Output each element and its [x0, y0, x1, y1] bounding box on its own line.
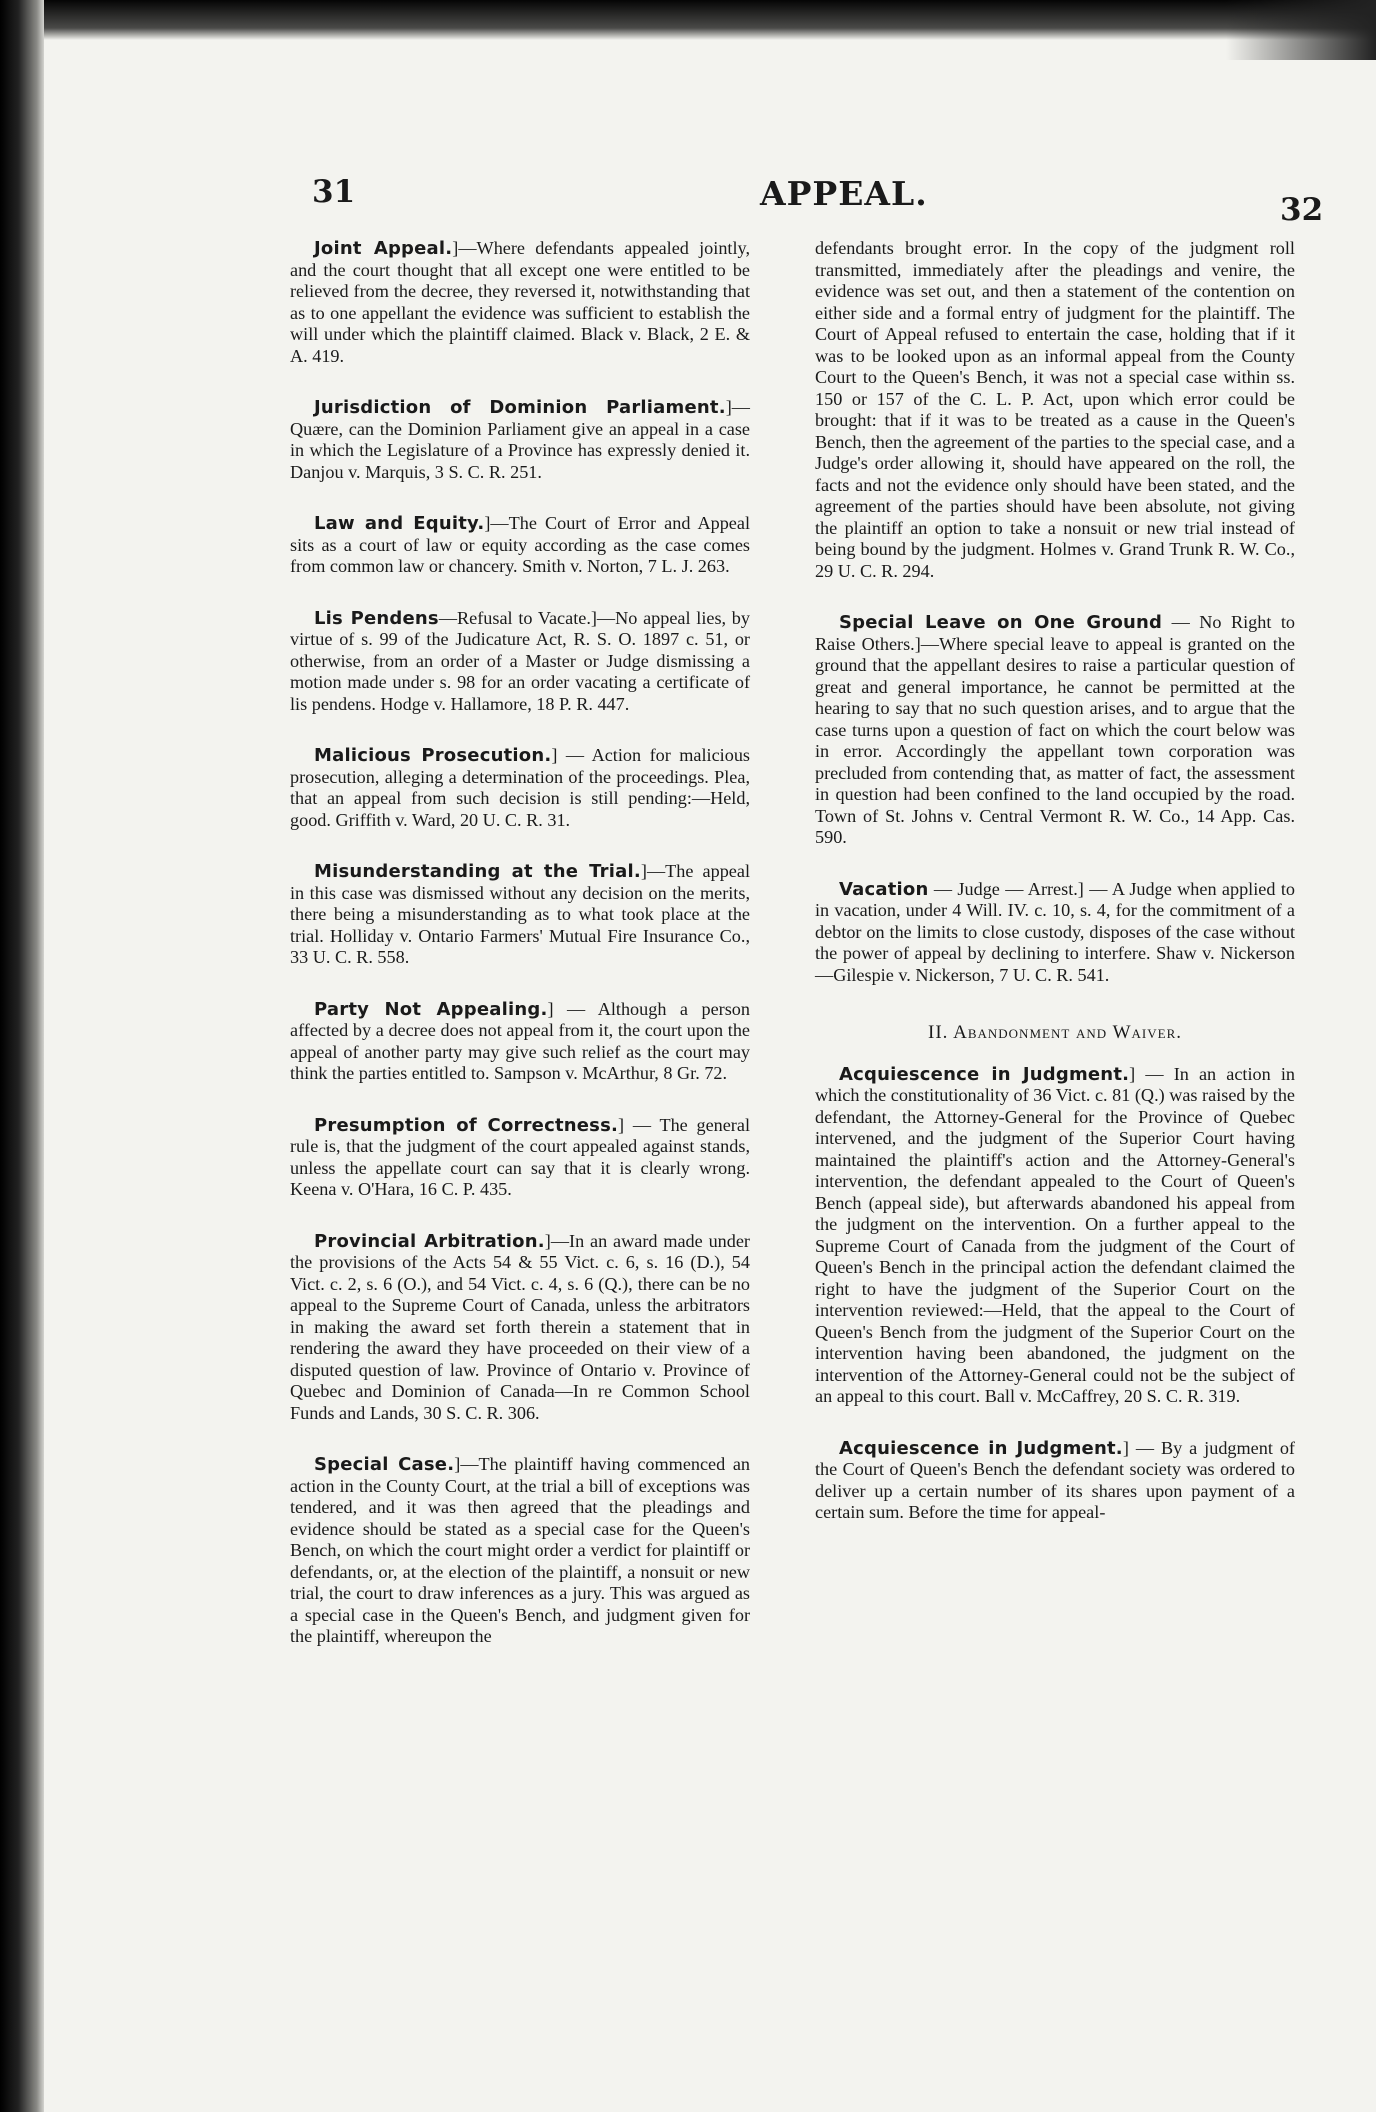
- entry-heading: Law and Equity.: [314, 513, 485, 534]
- entry-text: ]—The Court of Error and Appeal sits as a court of law or equity according as the case comes from common law or chancery. Smith v. Norton, 7 L. J. 263.: [290, 513, 751, 576]
- entry-heading: Provincial Arbitration.: [314, 1230, 545, 1252]
- page-header: [0, 168, 1376, 228]
- entry-text: ] — Although a person affected by a decree does not appeal from it, the court upon the appeal of another party may give such relief as the court may think the parties entitled to. Sampson v. McArthur, 8 Gr. 72.: [290, 998, 750, 1083]
- entry-text: ]—The appeal in this case was dismissed without any decision on the merits, there being a misunderstanding as to what took place at the trial. Holliday v. Ontario Farmers' Mutual Fire Insurance Co., 33 U. C. R. 558.: [290, 861, 751, 967]
- entry-heading: Special Case.: [314, 1454, 455, 1475]
- entry-heading: Acquiescence in Judgment.: [839, 1063, 1130, 1085]
- entry-text: ]—Where defendants appealed jointly, and the court thought that all except one were entitled to be relieved from the decree, they reversed it, notwithstanding that as to one appellant the evidence was sufficient to establish the will under which the plaintiff claimed. Black v. Black, 2 E. & A. 419.: [290, 238, 750, 366]
- entry-law-and-equity: [290, 513, 750, 578]
- page-edge-shadow: [0, 0, 46, 2112]
- entry-provincial-arbitration: [290, 1231, 750, 1425]
- entry-malicious-prosecution: [290, 745, 750, 831]
- entry-heading: Joint Appeal.: [314, 238, 453, 259]
- entry-jurisdiction: [290, 397, 750, 483]
- entry-presumption: [290, 1115, 750, 1201]
- entry-acquiescence-1: [815, 1064, 1295, 1408]
- entry-special-leave: [815, 612, 1295, 849]
- running-title: APPEAL.: [760, 174, 928, 213]
- page-number-left: 31: [312, 174, 356, 210]
- entry-misunderstanding: [290, 861, 750, 969]
- entry-text: ] — The general rule is, that the judgment of the court appealed against stands, unless the appellate court can say that it is clearly wrong. Keena v. O'Hara, 16 C. P. 435.: [290, 1114, 750, 1199]
- entry-text: — Judge — Arrest.] — A Judge when applied to in vacation, under 4 Will. IV. c. 10, s. 4, for the commitment of a debtor on the limits to close custody, disposes of the case without the power of appeal by declining to interfere. Shaw v. Nickerson—Gilespie v. Nickerson, 7 U. C. R. 541.: [815, 878, 1295, 985]
- entry-heading: Presumption of Correctness.: [314, 1114, 619, 1136]
- entry-text: — No Right to Raise Others.]—Where special leave to appeal is granted on the ground that the appellant desires to raise a particular question of great and general importance, he cannot be permitted at the hearing to say that no such question arises, and to argue that the case turns upon a question of fact on which the court below was in error. Accordingly the appellant town corporation was precluded from contending that, as matter of fact, the assessment in question had been confined to the land occupied by the road. Town of St. Johns v. Central Vermont R. W. Co., 14 App. Cas. 590.: [815, 612, 1295, 847]
- entry-vacation: [815, 879, 1295, 987]
- entry-heading: Lis Pendens: [314, 607, 439, 629]
- continuation-text: defendants brought error. In the copy of the judgment roll transmitted, immediately after the pleadings and venire, the evidence was set out, and then a statement of the contention on either side and a formal entry of judgment for the plaintiff. The Court of Appeal refused to entertain the case, holding that if it was to be looked upon as an informal appeal from the County Court to the Queen's Bench, it was not a special case within ss. 150 or 157 of the C. L. P. Act, upon which error could be brought: that if it was to be treated as a cause in the Queen's Bench, then the agreement of the parties to the special case, and a Judge's order allowing it, should have appeared on the roll, the facts and not the evidence only should have been stated, and the agreement of the parties should have been absolute, not giving the plaintiff an option to take a nonsuit or new trial instead of being bound by the judgment. Holmes v. Grand Trunk R. W. Co., 29 U. C. R. 294.: [815, 238, 1295, 581]
- right-column: [815, 238, 1295, 1554]
- entry-heading: Vacation: [839, 878, 929, 900]
- entry-acquiescence-2: [815, 1438, 1295, 1524]
- section-heading: II. Abandonment and Waiver.: [928, 1022, 1182, 1043]
- entry-heading: Jurisdiction of Dominion Parliament.: [314, 397, 726, 418]
- entry-text: ]—The plaintiff having commenced an action in the County Court, at the trial a bill of exceptions was tendered, and it was then agreed that the pleadings and evidence should be stated as a special case for the Queen's Bench, on which the court might order a verdict for plaintiff or defendants, or, at the election of the plaintiff, a nonsuit or new trial, the court to draw inferences as a jury. This was argued as a special case in the Queen's Bench, and judgment given for the plaintiff, whereupon the: [290, 1454, 750, 1646]
- entry-text: ] — By a judgment of the Court of Queen's Bench the defendant society was ordered to deliver up a certain number of its shares upon payment of a certain sum. Before the time for appeal-: [815, 1437, 1295, 1522]
- left-column: [290, 238, 750, 1678]
- entry-special-case: [290, 1454, 750, 1648]
- entry-text: ]—In an award made under the provisions of the Acts 54 & 55 Vict. c. 6, s. 16 (D.), 54 Vict. c. 2, s. 6 (O.), and 54 Vict. c. 4, s. 6 (Q.), there can be no appeal to the Supreme Court of Canada, unless the arbitrators in making the award set forth therein a statement that in rendering the award they have proceeded on their view of a disputed question of law. Province of Ontario v. Province of Quebec and Dominion of Canada—In re Common School Funds and Lands, 30 S. C. R. 306.: [290, 1230, 750, 1423]
- page-number-right: 32: [1280, 192, 1324, 228]
- entry-heading: Acquiescence in Judgment.: [839, 1437, 1123, 1459]
- entry-lis-pendens: [290, 608, 750, 716]
- entry-text: ] — In an action in which the constitutionality of 36 Vict. c. 81 (Q.) was raised by the defendant, the Attorney-General for the Province of Quebec intervened, and the judgment of the Superior Court having maintained the plaintiff's action and the Attorney-General's intervention, the defendant appealed to the Court of Queen's Bench (appeal side), but afterwards abandoned his appeal from the judgment on the intervention. On a further appeal to the Supreme Court of Canada from the judgment of the Court of Queen's Bench in the principal action the defendant claimed the right to have the judgment of the Superior Court on the intervention reviewed:—Held, that the appeal to the Court of Queen's Bench from the judgment of the Superior Court on the intervention having been abandoned, the judgment on the intervention of the Attorney-General could not be the subject of an appeal to this court. Ball v. McCaffrey, 20 S. C. R. 319.: [815, 1063, 1295, 1406]
- entry-text: ]—Quære, can the Dominion Parliament give an appeal in a case in which the Legislature of a Province has expressly denied it. Danjou v. Marquis, 3 S. C. R. 251.: [290, 397, 750, 482]
- entry-text: ] — Action for malicious prosecution, alleging a determination of the proceedings. Plea, that an appeal from such decision is still pending:—Held, good. Griffith v. Ward, 20 U. C. R. 31.: [290, 745, 750, 830]
- scan-top-edge: [44, 0, 1376, 40]
- scan-corner-shadow: [1226, 0, 1376, 60]
- entry-party-not-appealing: [290, 999, 750, 1085]
- entry-text: —Refusal to Vacate.]—No appeal lies, by virtue of s. 99 of the Judicature Act, R. S. O. 1897 c. 51, or otherwise, from an order of a Master or Judge dismissing a motion made under s. 98 for an order vacating a certificate of lis pendens. Hodge v. Hallamore, 18 P. R. 447.: [290, 607, 750, 714]
- entry-joint-appeal: [290, 238, 750, 367]
- entry-heading: Misunderstanding at the Trial.: [314, 861, 641, 882]
- entry-heading: Special Leave on One Ground: [839, 612, 1163, 633]
- entry-heading: Party Not Appealing.: [314, 998, 548, 1020]
- entry-heading: Malicious Prosecution.: [314, 745, 552, 766]
